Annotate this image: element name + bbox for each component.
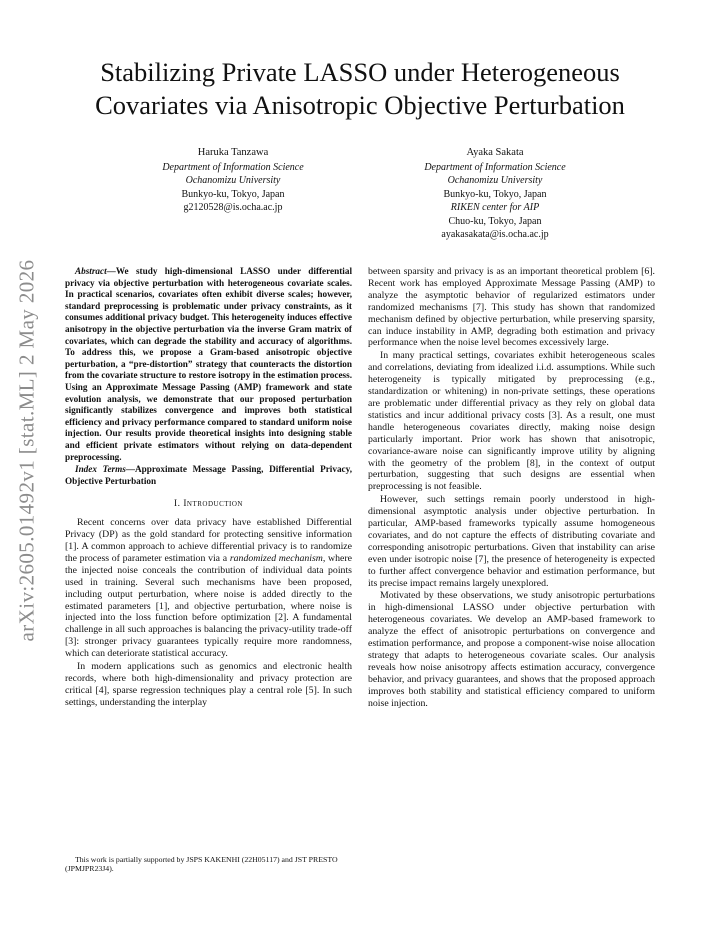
section-title: Introduction: [183, 499, 243, 510]
author-line: g2120528@is.ocha.ac.jp: [183, 202, 283, 213]
arxiv-identifier: arXiv:2605.01492v1 [stat.ML] 2 May 2026: [14, 259, 39, 641]
section-numeral: I.: [174, 499, 181, 510]
author-line: ayakasakata@is.ocha.ac.jp: [441, 229, 549, 240]
body-paragraph: [368, 350, 655, 493]
body-paragraph: [368, 494, 655, 589]
index-terms-label: Index Terms—: [75, 464, 136, 475]
emphasis-text: randomized mechanism: [229, 552, 323, 564]
title-line: Stabilizing Private LASSO under Heterogeneous: [100, 57, 620, 87]
paper-title: [40, 56, 680, 122]
abstract-label: Abstract—: [75, 266, 116, 276]
paragraph-text: In modern applications such as genomics and electronic health records, where both high-dimensionality and privacy protection are critical [4], sparse regression techniques play a central role [5]. In such settings, understanding the interplay: [65, 661, 352, 708]
author-line: Ochanomizu University: [185, 175, 281, 186]
index-terms: [65, 464, 352, 487]
author-line: Ochanomizu University: [447, 175, 543, 186]
index-terms-text: Approximate Message Passing, Differential Privacy, Objective Perturbation: [65, 464, 353, 486]
author-name: Haruka Tanzawa: [197, 147, 269, 158]
left-body: [65, 517, 352, 709]
paragraph-text: In many practical settings, covariates exhibit heterogeneous scales and correlations, deviating from idealized i.i.d. assumptions. While such heterogeneity is typically mitigated by preprocessing (e.g., standardization or whitening) in non-private settings, these operations are problematic under differential privacy as they rely on global data statistics and incur additional privacy costs [3]. As a result, one must handle heterogeneous covariates directly, making noise design particularly important. Prior work has shown that anisotropic, covariance-aware noise can significantly improve utility by aligning with the geometry of the problem [8], in the context of output perturbation, suggesting that such designs are essential when preprocessing is not feasible.: [368, 350, 655, 493]
abstract: [65, 266, 352, 487]
author-line: Department of Information Science: [424, 161, 566, 173]
author-block: [103, 146, 363, 215]
left-column: [65, 266, 352, 709]
funding-footnote: This work is partially supported by JSPS KAKENHI (22H05117) and JST PRESTO (JPMJPR23J4).: [65, 855, 338, 874]
body-paragraph: [65, 661, 352, 709]
paragraph-text: Motivated by these observations, we study anisotropic perturbations in high-dimensional LASSO under objective perturbation with heterogeneous covariates. We develop an AMP-based framework to analyze the effect of anisotropic perturbations on convergence and estimation performance, and propose a component-wise noise allocation strategy that adapts to heterogeneous covariate scales. Our analysis reveals how noise anisotropy affects estimation accuracy, convergence behavior, and privacy guarantees, and shows that the proposed approach improves both stability and statistical efficiency compared to uniform noise injection.: [368, 590, 655, 709]
author-line: Chuo-ku, Tokyo, Japan: [448, 215, 542, 227]
paragraph-text: , where the injected noise conceals the contribution of individual data points used in training. Several such mechanisms have been proposed, including output perturbation, where noise is added directly to the estimated parameters [1], and objective perturbation, where noise is injected into the loss function before optimization [2]. A fundamental challenge in all such approaches is balancing the privacy-utility trade-off [3]: stronger privacy guarantees typically require more randomness, which can deteriorate statistical accuracy.: [65, 552, 352, 660]
paragraph-text: However, such settings remain poorly understood in high-dimensional asymptotic analysis under objective perturbation. In particular, AMP-based frameworks typically assume homogeneous covariates, and do not capture the effects of distributing covariate and corresponding anisotropic perturbations. Given that instability can arise even under isotropic noise [7], the presence of heterogeneity is expected to further affect convergence behavior and estimation performance, but its precise impact remains largely unexplored.: [368, 494, 655, 589]
author-line: Department of Information Science: [162, 161, 304, 173]
body-paragraph: [65, 517, 352, 660]
author-line: Bunkyo-ku, Tokyo, Japan: [181, 188, 285, 200]
author-affiliation: [103, 161, 363, 215]
title-line: Covariates via Anisotropic Objective Perturbation: [95, 90, 625, 120]
author-affiliation: [365, 161, 625, 242]
abstract-paragraph: [65, 266, 352, 463]
author-name: Ayaka Sakata: [466, 147, 524, 158]
section-heading: [65, 499, 352, 511]
author-block: [365, 146, 625, 242]
body-paragraph: [368, 590, 655, 709]
paragraph-text: between sparsity and privacy is as an important theoretical problem [6]. Recent work has employed Approximate Message Passing (AMP) to analyze the asymptotic behavior of regularized estimators under randomized mechanisms [7]. This study has shown that randomized mechanism defined by objective perturbation, while preserving sparsity, can induce instability in AMP, degrading both estimation and privacy performance when the noise level becomes excessively large.: [368, 266, 655, 349]
abstract-text: We study high-dimensional LASSO under differential privacy via objective perturbation with heterogeneous covariate scales. In practical scenarios, covariates often exhibit diverse scales; however, standard preprocessing is problematic under privacy constraints, as it consumes additional privacy budget. This heterogeneity induces effective anisotropy in the objective perturbation via the inverse Gram matrix of covariates, which can degrade the stability and accuracy of algorithms. To address this, we propose a Gram-based anisotropic objective perturbation, a “pre-distortion” strategy that counteracts the distortion from the covariate structure to restore isotropy in the estimation process. Using an Approximate Message Passing (AMP) framework and state evolution analysis, we demonstrate that our proposed perturbation significantly stabilizes convergence and improves both statistical efficiency and privacy performance compared to standard uniform noise injection. Our results provide theoretical insights into designing stable and efficient private estimators without relying on data-dependent preprocessing.: [65, 266, 352, 462]
paragraph-text: Recent concerns over data privacy have established Differential Privacy (DP) as the gold standard for protecting sensitive information [1]. A common approach to achieve differential privacy is to randomize the process of parameter estimation via a: [65, 517, 352, 564]
author-line: RIKEN center for AIP: [450, 202, 540, 213]
author-line: Bunkyo-ku, Tokyo, Japan: [443, 188, 547, 200]
right-body: [368, 266, 655, 710]
body-paragraph: [368, 266, 655, 349]
right-column: [368, 266, 655, 710]
arxiv-sidebar: [6, 250, 48, 650]
